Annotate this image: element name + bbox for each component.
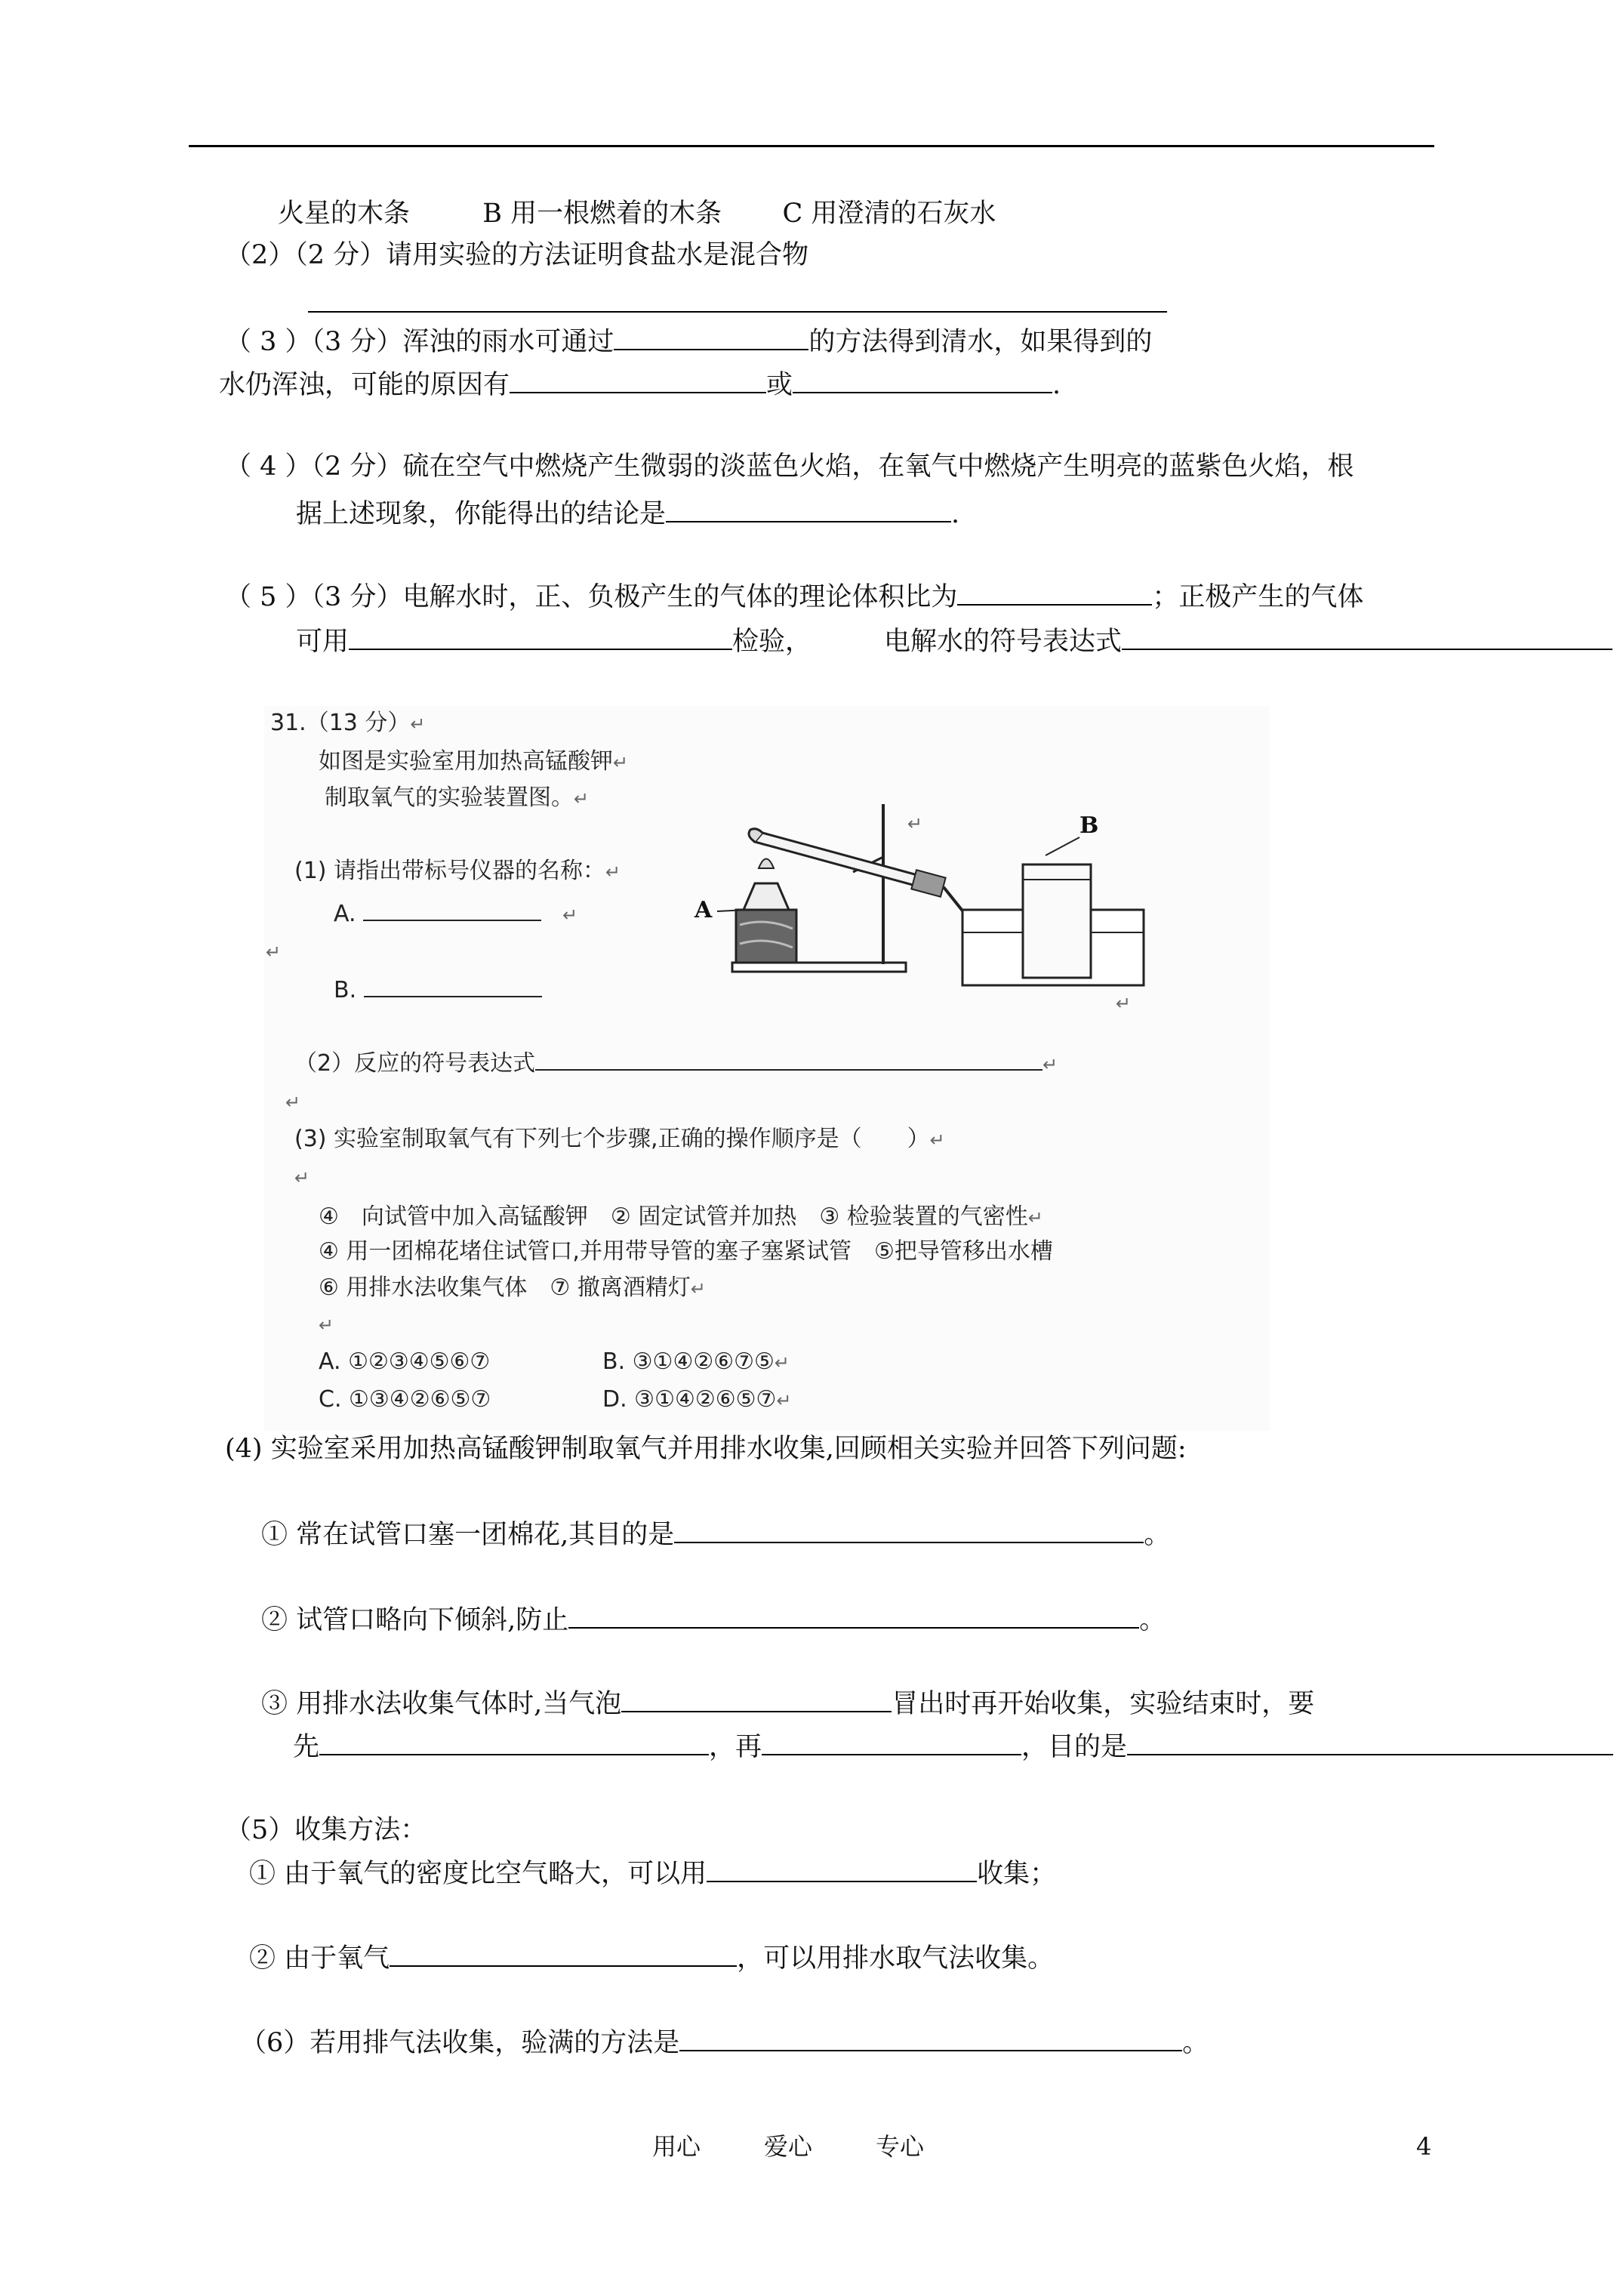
q3-blank-reason1[interactable] xyxy=(510,368,766,393)
part-5-item-1 xyxy=(249,1857,1056,1891)
q4-text-end: . xyxy=(951,499,960,529)
p4-i1-end: 。 xyxy=(1144,1520,1171,1550)
q3-text-b: 的方法得到清水，如果得到的 xyxy=(808,327,1153,357)
q31-intro2: 制取氧气的实验装置图。↵ xyxy=(325,784,590,811)
q31-return: ↵ xyxy=(266,942,282,963)
p4-i1-text: ① 常在试管口塞一团棉花,其目的是 xyxy=(261,1520,675,1550)
label-b: B xyxy=(1079,812,1099,839)
q5-text-d: 检验， xyxy=(732,627,812,657)
q31-return2: ↵ xyxy=(285,1092,301,1113)
q3-blank-reason2[interactable] xyxy=(793,368,1052,393)
q3-text-d: 或 xyxy=(766,370,793,400)
question-4-line1: （ 4 ）（2 分）硫在空气中燃烧产生微弱的淡蓝色火焰，在氧气中燃烧产生明亮的蓝紫色火焰，根 xyxy=(225,451,1354,482)
q31-steps-line3: ⑥ 用排水法收集气体 ⑦ 撤离酒精灯↵ xyxy=(319,1274,706,1301)
q31-title: 31.（13 分）↵ xyxy=(270,710,426,736)
q3-text-a: （ 3 ）（3 分）浑浊的雨水可通过 xyxy=(225,327,614,357)
question-option-line xyxy=(278,198,996,231)
q31-steps-line1: ④ 向试管中加入高锰酸钾 ② 固定试管并加热 ③ 检验装置的气密性↵ xyxy=(319,1203,1043,1230)
option-a-tail: 火星的木条 xyxy=(278,199,411,229)
oxygen-apparatus-diagram xyxy=(694,797,1155,993)
q3-text-end: . xyxy=(1052,370,1061,400)
question-3-line2 xyxy=(219,368,1061,402)
p5-i1-text-b: 收集； xyxy=(977,1859,1057,1889)
p4-i3-text-d: ，再 xyxy=(709,1732,762,1762)
q5-text-e: 电解水的符号表达式 xyxy=(884,627,1123,657)
q5-blank-ratio[interactable] xyxy=(957,580,1152,606)
q5-blank-equation[interactable] xyxy=(1122,624,1612,650)
part-4-item-3-line1 xyxy=(261,1687,1314,1721)
p5-blank-property[interactable] xyxy=(390,1941,737,1967)
question-5-line1 xyxy=(225,580,1363,615)
q3-blank-method[interactable] xyxy=(614,325,808,350)
q31-option-a[interactable]: A. ①②③④⑤⑥⑦ xyxy=(319,1348,491,1375)
option-c: C 用澄清的石灰水 xyxy=(782,199,996,229)
p4-i3-text-e: ，目的是 xyxy=(1021,1732,1128,1762)
p6-end: 。 xyxy=(1182,2028,1209,2058)
page-number: 4 xyxy=(1416,2132,1432,2161)
answer-line-q2[interactable] xyxy=(308,311,1167,313)
p4-blank-tilt[interactable] xyxy=(568,1603,1139,1629)
option-b: B 用一根燃着的木条 xyxy=(482,199,722,229)
p4-blank-purpose[interactable] xyxy=(1127,1730,1613,1755)
q31-diagram-return: ↵ xyxy=(907,813,923,834)
p5-i2-text-b: ，可以用排水取气法收集。 xyxy=(737,1943,1055,1974)
q31-part3: (3) 实验室制取氧气有下列七个步骤,正确的操作顺序是（ ）↵ xyxy=(294,1126,945,1152)
question-31-image xyxy=(264,706,1270,1431)
header-rule xyxy=(189,145,1434,147)
q31-part1-b: B. xyxy=(334,975,542,1005)
footer-motto-3: 专心 xyxy=(876,2132,925,2161)
q5-blank-test[interactable] xyxy=(349,624,732,650)
p4-blank-then[interactable] xyxy=(762,1730,1021,1755)
q31-return4: ↵ xyxy=(319,1314,334,1336)
q4-blank-conclusion[interactable] xyxy=(666,497,951,522)
q31-blank-b[interactable] xyxy=(364,975,542,997)
q31-return3: ↵ xyxy=(294,1167,310,1188)
q31-blank-equation[interactable] xyxy=(535,1048,1042,1071)
p4-i3-text-c: 先 xyxy=(293,1732,320,1762)
q5-text-a: （ 5 ）（3 分）电解水时，正、负极产生的气体的理论体积比为 xyxy=(225,582,958,612)
question-2: （2）（2 分）请用实验的方法证明食盐水是混合物 xyxy=(225,240,809,270)
q31-blank-a[interactable] xyxy=(363,898,541,921)
q31-option-b[interactable]: B. ③①④②⑥⑦⑤↵ xyxy=(602,1348,790,1375)
p4-blank-bubbles[interactable] xyxy=(621,1687,892,1712)
part-4-item-1 xyxy=(261,1518,1170,1552)
p4-i2-text: ② 试管口略向下倾斜,防止 xyxy=(261,1605,569,1635)
q31-option-c[interactable]: C. ①③④②⑥⑤⑦ xyxy=(319,1386,491,1413)
p6-text: （6）若用排气法收集，验满的方法是 xyxy=(240,2028,680,2058)
part-4-item-3-line2 xyxy=(293,1730,1613,1764)
part-5-item-2 xyxy=(249,1941,1054,1976)
q31-option-d[interactable]: D. ③①④②⑥⑤⑦↵ xyxy=(602,1386,792,1413)
footer-motto-2: 爱心 xyxy=(764,2132,813,2161)
p5-i2-text-a: ② 由于氧气 xyxy=(249,1943,390,1974)
q31-part1-a: A. ↵ xyxy=(334,898,577,929)
p4-blank-first[interactable] xyxy=(319,1730,709,1755)
p4-i2-end: 。 xyxy=(1139,1605,1166,1635)
question-5-line2 xyxy=(296,624,1612,659)
q5-text-b: ；正极产生的气体 xyxy=(1152,582,1364,612)
label-a: A xyxy=(694,897,713,923)
q31-steps-line2: ④ 用一团棉花堵住试管口,并用带导管的塞子塞紧试管 ⑤把导管移出水槽 xyxy=(319,1238,1053,1265)
q3-text-c: 水仍浑浊，可能的原因有 xyxy=(219,370,510,400)
part-6 xyxy=(240,2026,1209,2060)
p4-i3-text-b: 冒出时再开始收集，实验结束时，要 xyxy=(892,1689,1315,1719)
p6-blank-check[interactable] xyxy=(679,2026,1182,2051)
q31-part2: （2）反应的符号表达式 ↵ xyxy=(294,1048,1058,1078)
footer-motto-1: 用心 xyxy=(652,2132,701,2161)
part-4-intro: (4) 实验室采用加热高锰酸钾制取氧气并用排水收集,回顾相关实验并回答下列问题: xyxy=(225,1434,1187,1464)
question-3-line1 xyxy=(225,325,1152,359)
p4-blank-cotton[interactable] xyxy=(674,1518,1144,1543)
p4-i3-text-a: ③ 用排水法收集气体时,当气泡 xyxy=(261,1689,622,1719)
p5-i1-text-a: ① 由于氧气的密度比空气略大，可以用 xyxy=(249,1859,707,1889)
part-4-item-2 xyxy=(261,1603,1166,1638)
question-4-line2 xyxy=(296,497,959,532)
q31-intro1: 如图是实验室用加热高锰酸钾↵ xyxy=(319,748,629,775)
q4-text-a: 据上述现象，你能得出的结论是 xyxy=(296,499,667,529)
q5-text-c: 可用 xyxy=(296,627,350,657)
part-5-intro: （5）收集方法： xyxy=(225,1815,427,1845)
q31-part1: (1) 请指出带标号仪器的名称：↵ xyxy=(294,858,621,884)
p5-blank-method[interactable] xyxy=(707,1857,977,1882)
q31-return-right: ↵ xyxy=(1116,993,1132,1014)
